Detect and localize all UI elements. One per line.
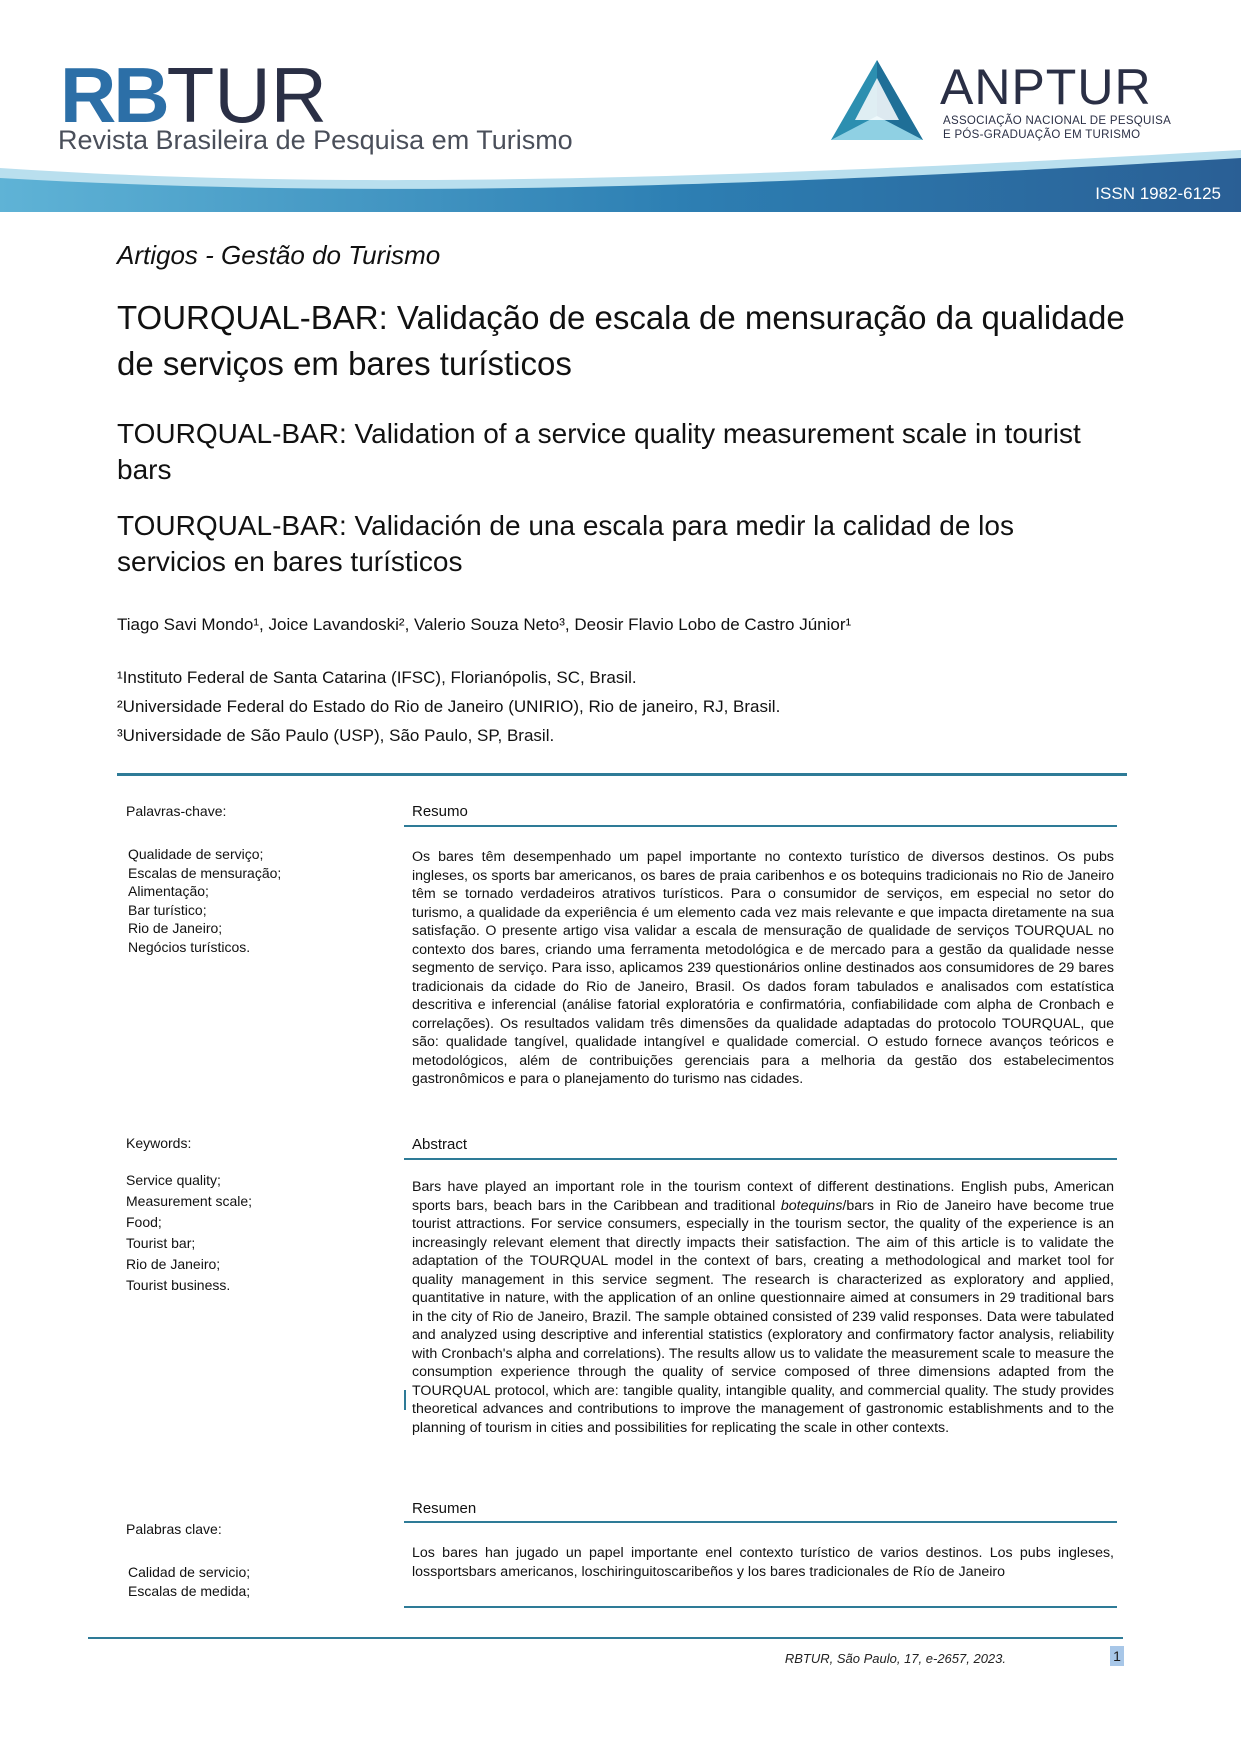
journal-name: Revista Brasileira de Pesquisa em Turismo bbox=[58, 125, 573, 155]
issn-label: ISSN 1982-6125 bbox=[1095, 184, 1221, 203]
keywords-es-list bbox=[128, 1563, 250, 1600]
resumen-text: Los bares han jugado un papel importante enel contexto turístico de varios destinos. Los pubs ingleses, lossportsbars americanos, loschiringuitoscaribeños y los bares tradicionales de Río de Janeiro bbox=[412, 1545, 1114, 1580]
section-label: Artigos - Gestão do Turismo bbox=[117, 240, 441, 270]
title-english: TOURQUAL-BAR: Validation of a service quality measurement scale in tourist bars bbox=[117, 418, 1081, 485]
affiliation: ³Universidade de São Paulo (USP), São Paulo, SP, Brasil. bbox=[117, 726, 555, 745]
resumo-rule bbox=[404, 825, 1117, 827]
keywords-en-heading: Keywords: bbox=[126, 1135, 192, 1151]
abstract-rule bbox=[404, 1158, 1117, 1160]
keyword: Qualidade de serviço; bbox=[128, 846, 264, 862]
keyword: Negócios turísticos. bbox=[128, 938, 251, 955]
abstract-text-part: Bars have played an important role in the tourism context of different destinations. English pubs, American sports bars, beach bars in the Caribbean and traditional bbox=[412, 1179, 1114, 1214]
page-number: 1 bbox=[1110, 1646, 1124, 1666]
keyword: Escalas de mensuração; bbox=[128, 864, 282, 881]
resumen-rule bbox=[404, 1521, 1117, 1523]
title-spanish: TOURQUAL-BAR: Validación de una escala para medir la calidad de los servicios en bares turísticos bbox=[117, 510, 1014, 577]
journal-header bbox=[0, 0, 1241, 210]
keyword: Service quality; bbox=[126, 1172, 221, 1188]
header-band bbox=[0, 150, 1241, 212]
keyword: Calidad de servicio; bbox=[128, 1564, 251, 1580]
keywords-pt-heading: Palavras-chave: bbox=[126, 803, 227, 819]
abstract-text bbox=[412, 1178, 1114, 1437]
resumen-heading: Resumen bbox=[412, 1500, 477, 1517]
keyword: Tourist business. bbox=[126, 1277, 231, 1293]
keywords-pt-list bbox=[128, 845, 281, 956]
resumo-text: Os bares têm desempenhado um papel importante no contexto turístico de diversos destinos. Os pubs ingleses, os sports bar americanos, os bares de praia caribenhos e os botequins tradicionais no Rio de Janeiro têm se tornado verdadeiros atrativos turísticos. Para o consumidor de serviços, em especial no setor do turismo, a qualidade da experiência é um elemento cada vez mais relevante e que impacta diretamente na sua satisfação. O presente artigo visa validar a escala de mensuração de qualidade de serviços TOURQUAL no contexto dos bares, criando uma ferramenta metodológica e de mercado para a gestão da qualidade nesse segmento de serviço. Para isso, aplicamos 239 questionários online destinados aos consumidores de 29 bares tradicionais da cidade do Rio de Janeiro, Brasil. Os dados foram tabulados e analisados com estatística descritiva e inferencial (análise fatorial exploratória e confirmatória, confiabilidade com alpha de Cronbach e correlações). Os resultados validam três dimensões da qualidade adaptadas do protocolo TOURQUAL, que são: qualidade tangível, qualidade intangível e qualidade comercial. O estudo fornece avanços teóricos e metodológicos, além de contribuições gerenciais para a melhoria da gestão dos estabelecimentos gastronômicos e para o planejamento do turismo nas cidades. bbox=[412, 849, 1114, 1087]
abstract-text-part: /bars in Rio de Janeiro have become true tourist attractions. For service consumers, especially in the tourism sector, the quality of the experience is an increasingly relevant element that directly impacts their satisfaction. The aim of this article is to validate the adaptation of the TOURQUAL model in the context of bars, creating a methodological and market tool for quality management in this service segment. The research is characterized as exploratory and applied, quantitative in nature, with the application of an online questionnaire aimed at consumers in 29 traditional bars in the city of Rio de Janeiro, Brazil. The sample obtained consisted of 239 valid responses. Data were tabulated and analyzed using descriptive and inferential statistics (exploratory and confirmatory factor analysis, reliability with Cronbach's alpha and correlations). The results allow us to validate the measurement scale to measure the consumption experience through the quality of service composed of three dimensions adapted from the TOURQUAL protocol, which are: tangible quality, intangible quality, and commercial quality. The study provides theoretical advances and contributions to improve the management of gastronomic establishments and to the planning of tourism in cities and possibilities for replicating the scale in other contexts. bbox=[412, 1197, 1114, 1436]
resumo-heading: Resumo bbox=[412, 803, 468, 820]
anptur-subtitle bbox=[943, 114, 1171, 142]
keyword: Bar turístico; bbox=[128, 901, 207, 918]
keywords-es-heading: Palabras clave: bbox=[126, 1521, 222, 1537]
divider bbox=[117, 773, 1127, 776]
footer-citation: RBTUR, São Paulo, 17, e-2657, 2023. bbox=[784, 1651, 1006, 1666]
affiliation: ¹Instituto Federal de Santa Catarina (IFSC), Florianópolis, SC, Brasil. bbox=[117, 668, 637, 687]
column-divider bbox=[404, 1390, 406, 1410]
keyword: Rio de Janeiro; bbox=[126, 1256, 221, 1272]
resumen-bottom-rule bbox=[404, 1606, 1117, 1608]
rbtur-logo-rb: RB bbox=[60, 51, 167, 139]
keyword: Food; bbox=[126, 1214, 162, 1230]
abstract-text-italic: botequins bbox=[780, 1197, 843, 1214]
keyword: Measurement scale; bbox=[126, 1193, 253, 1209]
anptur-triangle-icon bbox=[829, 58, 925, 142]
keyword: Escalas de medida; bbox=[128, 1582, 251, 1599]
rbtur-logo bbox=[60, 51, 327, 139]
title-portuguese: TOURQUAL-BAR: Validação de escala de mensuração da qualidade de serviços em bares turísticos bbox=[117, 299, 1125, 382]
anptur-logo-text: ANPTUR bbox=[940, 59, 1152, 115]
anptur-subtitle-line1: ASSOCIAÇÃO NACIONAL DE PESQUISA bbox=[943, 115, 1172, 127]
authors: Tiago Savi Mondo¹, Joice Lavandoski², Valerio Souza Neto³, Deosir Flavio Lobo de Castro Júnior¹ bbox=[117, 615, 852, 634]
keyword: Rio de Janeiro; bbox=[128, 920, 223, 936]
keyword: Alimentação; bbox=[128, 883, 209, 899]
affiliation: ²Universidade Federal do Estado do Rio de Janeiro (UNIRIO), Rio de janeiro, RJ, Brasil. bbox=[117, 697, 781, 716]
abstract-heading: Abstract bbox=[412, 1136, 468, 1153]
keywords-en-list bbox=[126, 1170, 252, 1296]
keyword: Tourist bar; bbox=[126, 1235, 196, 1251]
anptur-subtitle-line2: E PÓS-GRADUAÇÃO EM TURISMO bbox=[943, 129, 1141, 141]
footer-rule bbox=[88, 1637, 1123, 1639]
rbtur-logo-tur: TUR bbox=[166, 51, 327, 139]
